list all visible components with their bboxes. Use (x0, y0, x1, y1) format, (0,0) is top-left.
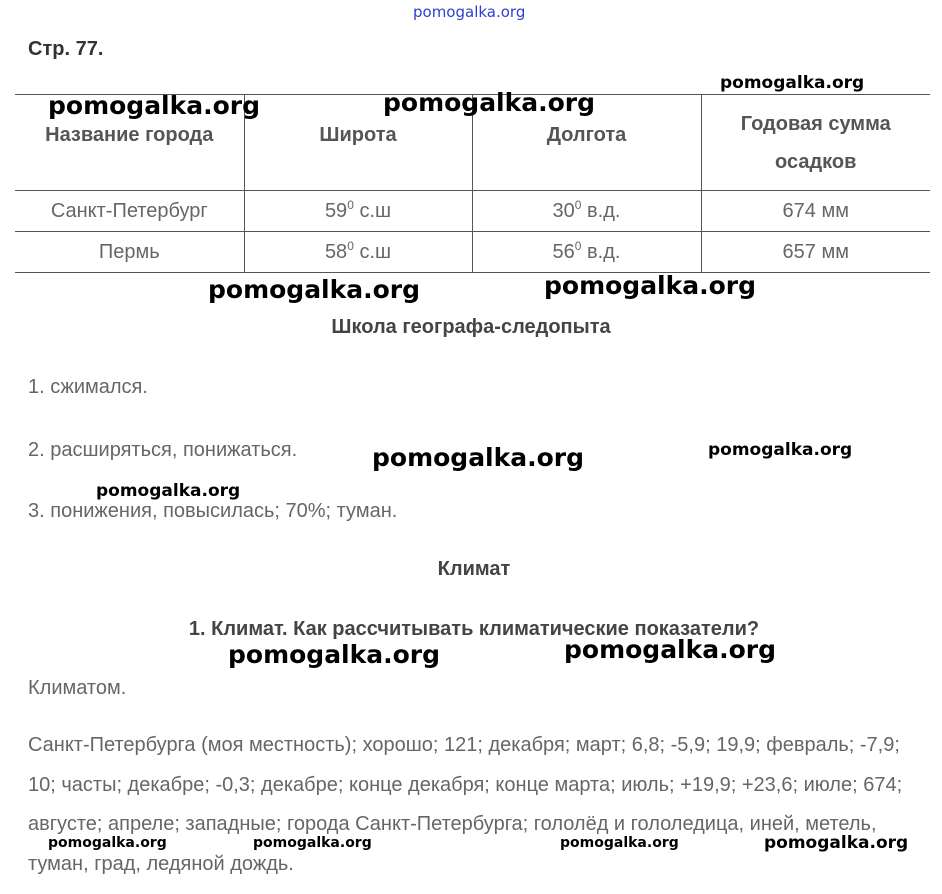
cell-latitude (244, 191, 472, 232)
degree-mark: 0 (574, 197, 582, 212)
cell-precipitation: 674 мм (701, 191, 930, 232)
header-precipitation (701, 95, 930, 191)
section-title-climate: Климат (437, 558, 511, 580)
answer-1: 1. сжимался. (28, 376, 148, 398)
lat-value: 58 (324, 240, 348, 263)
cell-longitude (472, 191, 701, 232)
watermark[interactable]: pomogalka.org (544, 271, 757, 300)
lat-direction: с.ш (359, 240, 392, 263)
watermark[interactable]: pomogalka.org (383, 88, 596, 117)
cell-latitude (244, 232, 472, 273)
answer-2: 2. расширяться, понижаться. (28, 439, 298, 461)
table-row (15, 191, 930, 232)
header-longitude: Долгота (472, 95, 701, 191)
cell-longitude (472, 232, 701, 273)
header-precipitation-label: Годовая сумма осадков (740, 112, 891, 173)
section-title-geographer-school: Школа географа-следопыта (331, 316, 611, 338)
watermark[interactable]: pomogalka.org (208, 275, 421, 304)
header-latitude: Широта (244, 95, 472, 191)
table-row (15, 232, 930, 273)
degree-mark: 0 (347, 197, 354, 212)
lat-value: 59 (324, 199, 348, 222)
watermark[interactable]: pomogalka.org (228, 640, 441, 669)
watermark[interactable]: pomogalka.org (564, 635, 777, 664)
degree-mark: 0 (347, 238, 354, 253)
answer-paragraph: Санкт-Петербурга (моя местность); хорошо; 121; декабря; март; 6,8; -5,9; 19,9; февраль; -7,9; 10; часты; декабре; -0,3; декабре; конце декабря; конце марта; июль; +19,9; +23,6; июле; 674; августе; апреле; западные; города Санкт-Петербурга; гололёд и гололедица, иней, метель, туман, град, ледяной дождь. (28, 734, 903, 875)
cell-precipitation: 657 мм (701, 232, 930, 273)
cell-city: Санкт-Петербург (15, 191, 244, 232)
cell-city: Пермь (15, 232, 244, 273)
lon-direction: в.д. (587, 199, 621, 222)
watermark[interactable]: pomogalka.org (720, 73, 865, 93)
lon-direction: в.д. (587, 240, 621, 263)
watermark[interactable]: pomogalka.org (708, 440, 853, 460)
page-label: Стр. 77. (28, 38, 104, 60)
watermark[interactable]: pomogalka.org (764, 833, 909, 853)
answer-3: 3. понижения, повысилась; 70%; туман. (28, 500, 398, 522)
watermark[interactable]: pomogalka.org (372, 443, 585, 472)
answer-climate-short: Климатом. (28, 677, 127, 699)
lat-direction: с.ш (359, 199, 392, 222)
watermark[interactable]: pomogalka.org (96, 481, 241, 501)
watermark[interactable]: pomogalka.org (560, 835, 679, 851)
watermark[interactable]: pomogalka.org (48, 835, 167, 851)
watermark[interactable]: pomogalka.org (48, 91, 261, 120)
watermark-top[interactable]: pomogalka.org (413, 3, 526, 21)
degree-mark: 0 (574, 238, 582, 253)
city-climate-table (15, 94, 930, 273)
lon-value: 30 (552, 199, 575, 222)
watermark[interactable]: pomogalka.org (253, 835, 372, 851)
lon-value: 56 (552, 240, 575, 263)
header-city: Название города (15, 95, 244, 191)
question-heading: 1. Климат. Как рассчитывать климатические показатели? (188, 618, 760, 640)
